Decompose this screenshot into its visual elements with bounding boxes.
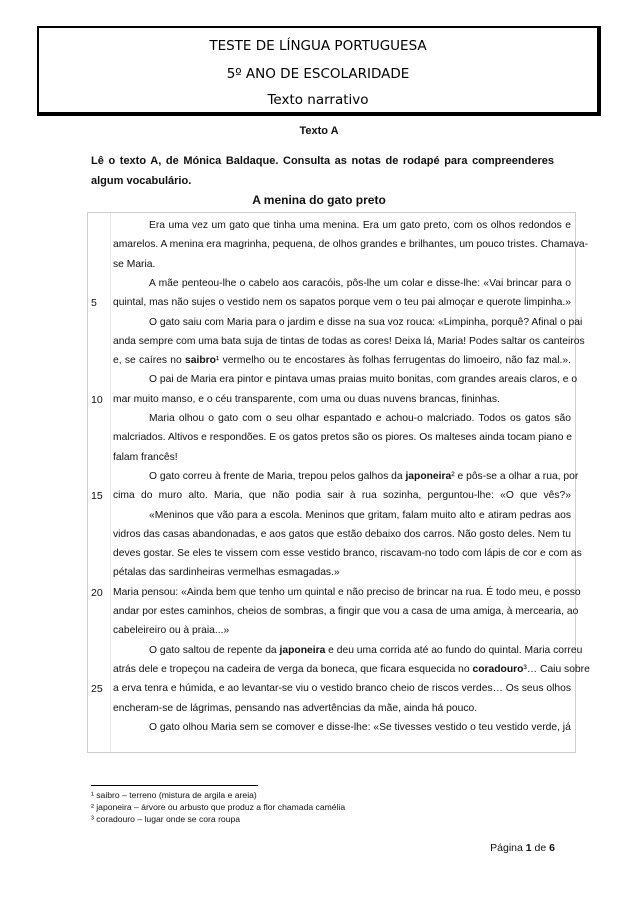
instructions: Lê o texto A, de Mónica Baldaque. Consulta as notas de rodapé para compreenderes algum vocabulário. (91, 155, 554, 187)
story-line: malcriados. Altivos e respondões. E os gatos pretos são os piores. Os malteses ainda tocam piano e (113, 432, 573, 444)
story-line: andar por estes caminhos, cheios de sombras, a fingir que vou a casa de uma amiga, à mercearia, ao (113, 606, 579, 617)
page-label: Página (490, 842, 523, 854)
test-title: TESTE DE LÍNGUA PORTUGUESA (209, 38, 427, 54)
line-number: 10 (91, 393, 103, 406)
page-number (490, 842, 555, 854)
footnote-1: ¹ saibro – terreno (mistura de argila e areia) (91, 790, 257, 800)
footnote-2: ² japoneira – árvore ou arbusto que produz a flor chamada camélia (91, 802, 346, 812)
story-line: Maria pensou: «Ainda bem que tenho um quintal e não preciso de brincar na rua. É todo meu, e posso (113, 586, 581, 598)
story-line: atrás dele e tropeçou na cadeira de verga da boneca, que ficara esquecida no coradouro³… Caiu sobre (113, 663, 590, 675)
story-line: encheram-se de lágrimas, pensando nas advertências da mãe, ainda há pouco. (113, 702, 478, 714)
story-line: O gato correu à frente de Maria, trepou pelos galhos da japoneira² e pôs-se a olhar a rua, por (149, 470, 579, 482)
page-total: 6 (549, 842, 555, 854)
story-line: amarelos. A menina era magrinha, pequena, de olhos grandes e brilhantes, um pouco tristes. Chamava- (113, 239, 589, 251)
story-line: Maria olhou o gato com o seu olhar espantado e achou-o malcriado. Todos os gatos são (149, 413, 571, 424)
story-box (87, 212, 590, 753)
story-line: cabeleireiro ou à praia...» (113, 625, 230, 637)
story-line: se Maria. (113, 258, 156, 270)
story-line: O gato olhou Maria sem se comover e disse-lhe: «Se tivesses vestido o teu vestido verde, já (149, 721, 571, 733)
story-line: mar muito manso, e o céu transparente, com uma ou duas nuvens brancas, fininhas. (113, 393, 500, 405)
section-label: Texto A (299, 125, 339, 137)
line-number: 25 (91, 683, 103, 696)
story-line: O gato saiu com Maria para o jardim e disse na sua voz rouca: «Limpinha, porquê? Afinal o pai (149, 316, 583, 328)
page-current: 1 (525, 842, 532, 854)
story-line: Era uma vez um gato que tinha uma menina. Era um gato preto, com os olhos redondos e (149, 220, 571, 231)
story-line: «Meninos que vão para a escola. Meninos que gritam, falam muito alto e atiram pedras aos (149, 509, 571, 521)
story-title: A menina do gato preto (252, 193, 386, 207)
story-line: pétalas das sardinheiras vermelhas esmagadas.» (113, 567, 340, 579)
story-line: quintal, mas não sujes o vestido nem os sapatos porque vem o teu pai almoçar e querote limpinha.» (113, 297, 571, 309)
story-line: vidros das casas abandonadas, e aos gatos que estão debaixo dos carros. Não gosto deles. Nem tu (113, 528, 571, 540)
story-line: O gato saltou de repente da japoneira e deu uma corrida até ao fundo do quintal. Maria correu (149, 644, 583, 656)
text-type-label: Texto narrativo (267, 92, 369, 108)
story-line: a erva tenra e húmida, e ao levantar-se viu o vestido branco cheio de riscos verdes… Os seus olhos (113, 683, 571, 695)
page-of: de (534, 842, 547, 854)
story-line: e, se caíres no saibro¹ vermelho ou te encostares às folhas ferrugentas do limoeiro, não faz mal.». (113, 355, 572, 367)
footnote-3: ³ coradouro – lugar onde se cora roupa (91, 814, 241, 824)
story-line: deves gostar. Se eles te vissem com esse vestido branco, riscavam-no todo com lápis de cor e com as (113, 548, 582, 560)
story-line: A mãe penteou-lhe o cabelo aos caracóis, pôs-lhe um colar e disse-lhe: «Vai brincar para o (149, 277, 571, 289)
line-number-divider (110, 213, 111, 752)
story-line: anda sempre com uma bata suja de tintas de todas as cores! Deixa lá, Maria! Podes saltar os canteiros (113, 335, 585, 347)
footnote-rule (91, 785, 258, 786)
line-number: 15 (91, 490, 103, 503)
line-number: 5 (91, 297, 97, 310)
header-box (37, 26, 601, 116)
line-number: 20 (91, 586, 103, 599)
story-line: cima do muro alto. Maria, que não podia sair à rua sozinha, perguntou-lhe: «O que vês?» (113, 490, 571, 502)
story-line: falam francês! (113, 451, 178, 463)
grade-label: 5º ANO DE ESCOLARIDADE (226, 66, 410, 82)
story-line: O pai de Maria era pintor e pintava umas praias muito bonitas, com grandes areais claros, e o (149, 374, 578, 386)
